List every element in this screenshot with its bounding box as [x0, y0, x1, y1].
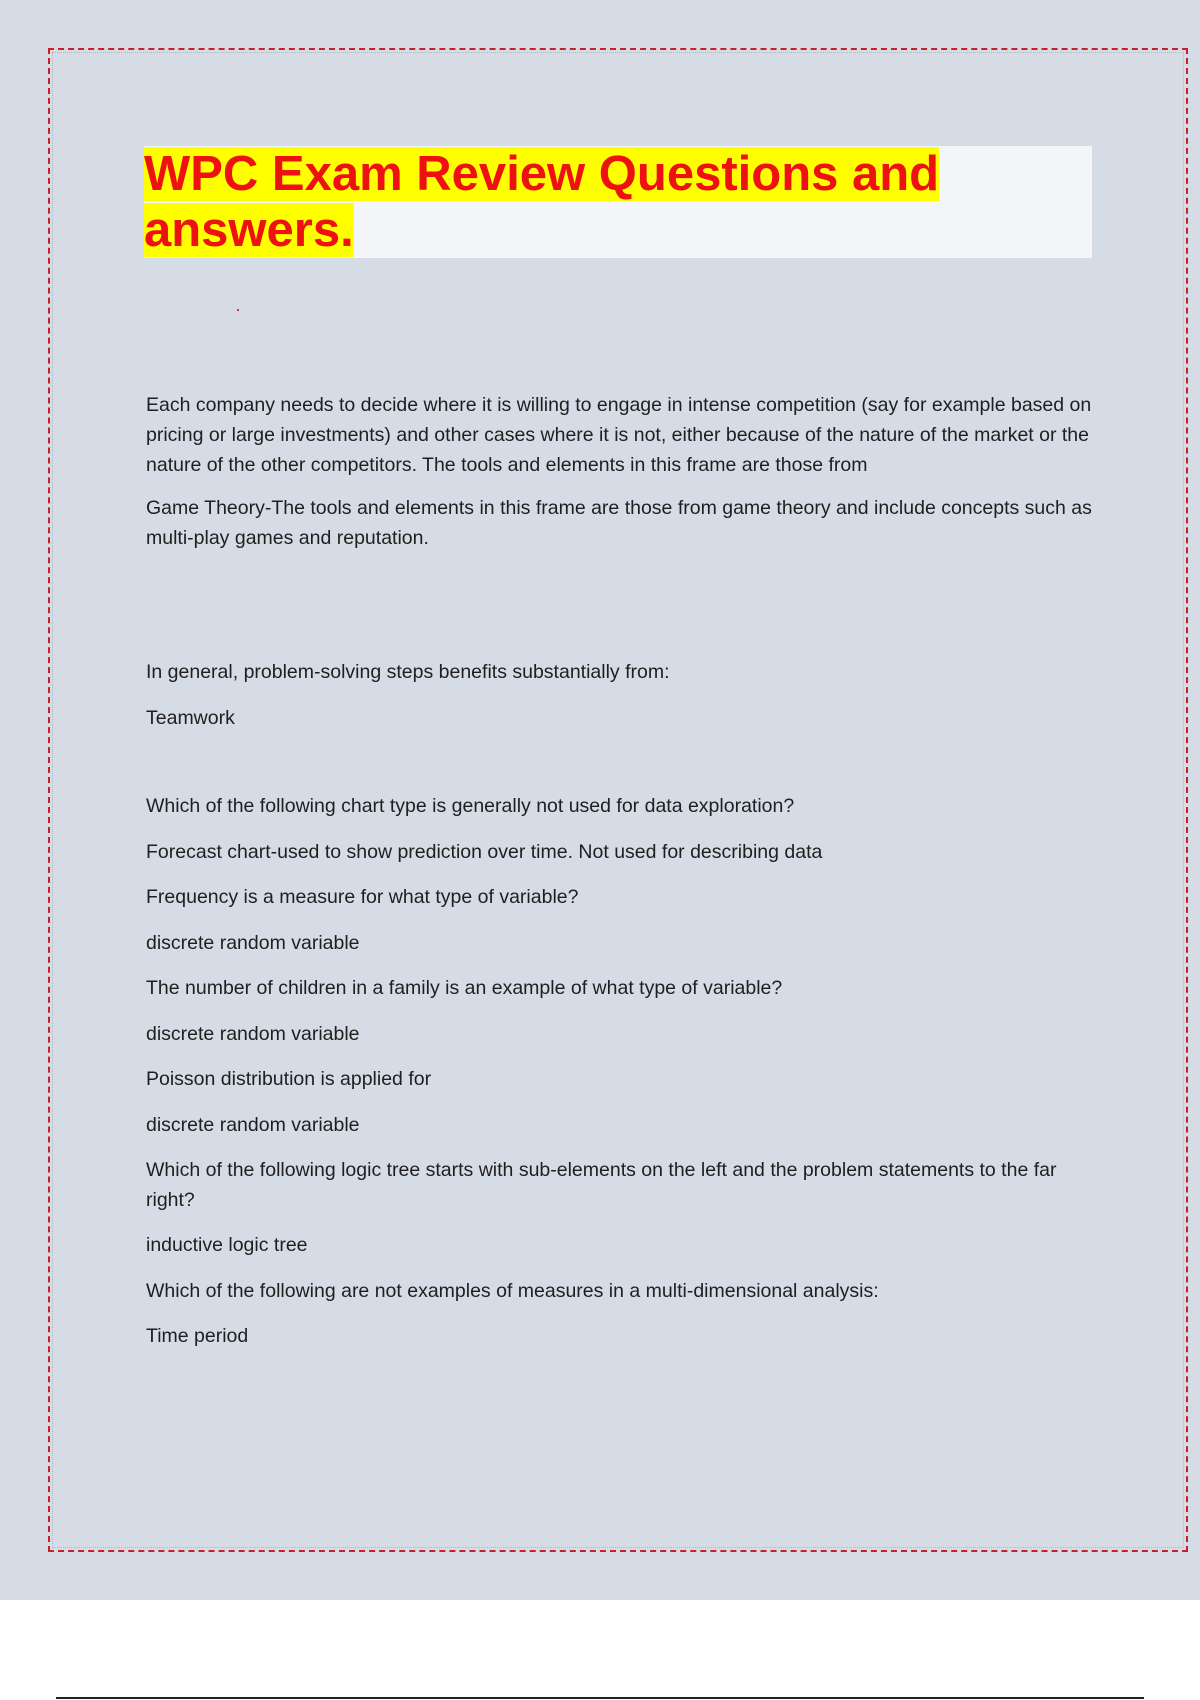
question-poisson: Poisson distribution is applied for — [146, 1068, 432, 1090]
answer-logic-tree: inductive logic tree — [146, 1234, 308, 1256]
answer-frequency: discrete random variable — [146, 932, 360, 954]
question-chart-type: Which of the following chart type is generally not used for data exploration? — [146, 795, 795, 817]
question-measures: Which of the following are not examples of measures in a multi-dimensional analysis: — [146, 1280, 879, 1302]
paragraph-game-theory: Game Theory-The tools and elements in this frame are those from game theory and include concepts such as multi-play games and reputation. — [146, 497, 1092, 549]
document-title — [144, 146, 974, 258]
paragraph-intro: Each company needs to decide where it is willing to engage in intense competition (say for example based on pricing or large investments) and other cases where it is not, either because of the nature of the market or the nature of the other competitors. The tools and elements in this frame are those from — [146, 394, 1092, 476]
answer-teamwork: Teamwork — [146, 707, 235, 729]
document-body — [146, 390, 1096, 1351]
question-problem-solving: In general, problem-solving steps benefits substantially from: — [146, 661, 670, 683]
stray-dot — [237, 309, 239, 311]
title-highlight: WPC Exam Review Questions and answers. — [144, 147, 940, 257]
question-children: The number of children in a family is an example of what type of variable? — [146, 977, 783, 999]
answer-poisson: discrete random variable — [146, 1114, 360, 1136]
question-logic-tree: Which of the following logic tree starts with sub-elements on the left and the problem statements to the far right? — [146, 1159, 1057, 1211]
answer-measures: Time period — [146, 1325, 249, 1347]
title-box — [144, 146, 1092, 258]
answer-children: discrete random variable — [146, 1023, 360, 1045]
answer-forecast-chart: Forecast chart-used to show prediction over time. Not used for describing data — [146, 841, 823, 863]
question-frequency: Frequency is a measure for what type of variable? — [146, 886, 579, 908]
footer-rule — [56, 1697, 1144, 1699]
